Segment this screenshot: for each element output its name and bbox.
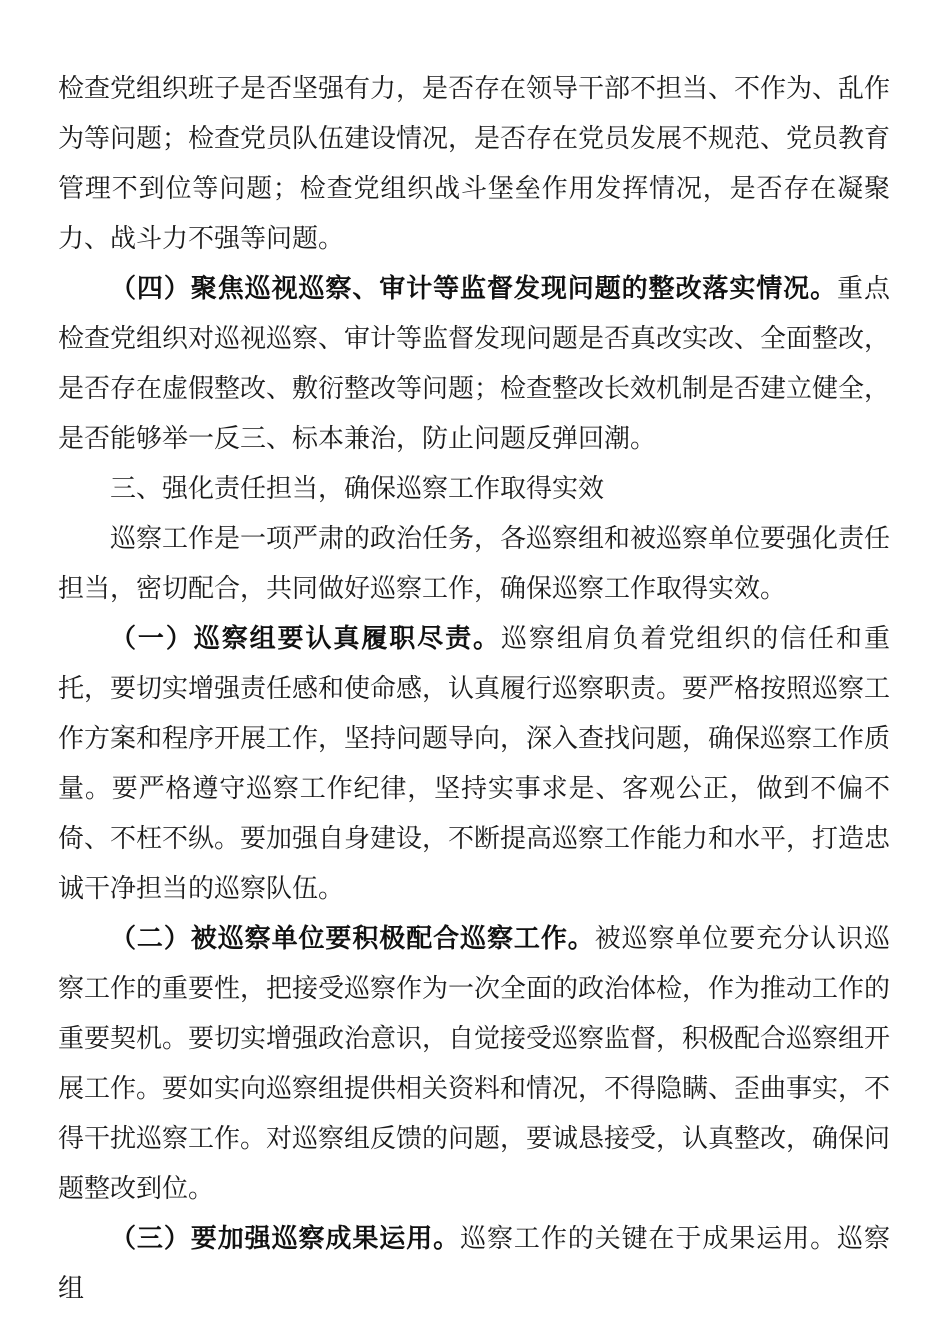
paragraph-section-intro [58, 514, 890, 614]
paragraph-text: 巡察组肩负着党组织的信任和重托，要切实增强责任感和使命感，认真履行巡察职责。要严格按照巡察工作方案和程序开展工作，坚持问题导向，深入查找问题，确保巡察工作质量。要严格遵守巡察工作纪律，坚持实事求是、客观公正，做到不偏不倚、不枉不纵。要加强自身建设，不断提高巡察工作能力和水平，打造忠诚干净担当的巡察队伍。 [58, 624, 891, 904]
section-title: 三、强化责任担当，确保巡察工作取得实效 [110, 474, 605, 504]
item-heading: （四）聚焦巡视巡察、审计等监督发现问题的整改落实情况。 [110, 274, 838, 304]
paragraph-item-4-rectification [58, 264, 890, 464]
document-body [58, 64, 890, 1314]
paragraph-item-1-inspection-team [58, 614, 890, 914]
paragraph-item-3-results-use [58, 1214, 890, 1314]
paragraph-text: 重点检查党组织对巡视巡察、审计等监督发现问题是否真改实改、全面整改，是否存在虚假整改、敷衍整改等问题；检查整改长效机制是否建立健全，是否能够举一反三、标本兼治，防止问题反弹回潮。 [58, 274, 891, 454]
paragraph-item-2-inspected-unit [58, 914, 890, 1214]
item-heading: （一）巡察组要认真履职尽责。 [110, 624, 501, 654]
paragraph-text: 检查党组织班子是否坚强有力，是否存在领导干部不担当、不作为、乱作为等问题；检查党员队伍建设情况，是否存在党员发展不规范、党员教育管理不到位等问题；检查党组织战斗堡垒作用发挥情况，是否存在凝聚力、战斗力不强等问题。 [58, 74, 891, 254]
paragraph-text: 巡察工作的关键在于成果运用。巡察组 [58, 1224, 890, 1304]
paragraph-text: 巡察工作是一项严肃的政治任务，各巡察组和被巡察单位要强化责任担当，密切配合，共同做好巡察工作，确保巡察工作取得实效。 [58, 524, 891, 604]
item-heading: （三）要加强巡察成果运用。 [110, 1224, 461, 1254]
section-heading-3 [58, 464, 890, 514]
paragraph-party-org-check [58, 64, 890, 264]
paragraph-text: 被巡察单位要充分认识巡察工作的重要性，把接受巡察作为一次全面的政治体检，作为推动工作的重要契机。要切实增强政治意识，自觉接受巡察监督，积极配合巡察组开展工作。要如实向巡察组提供相关资料和情况，不得隐瞒、歪曲事实，不得干扰巡察工作。对巡察组反馈的问题，要诚恳接受，认真整改，确保问题整改到位。 [58, 924, 891, 1204]
item-heading: （二）被巡察单位要积极配合巡察工作。 [110, 924, 595, 954]
